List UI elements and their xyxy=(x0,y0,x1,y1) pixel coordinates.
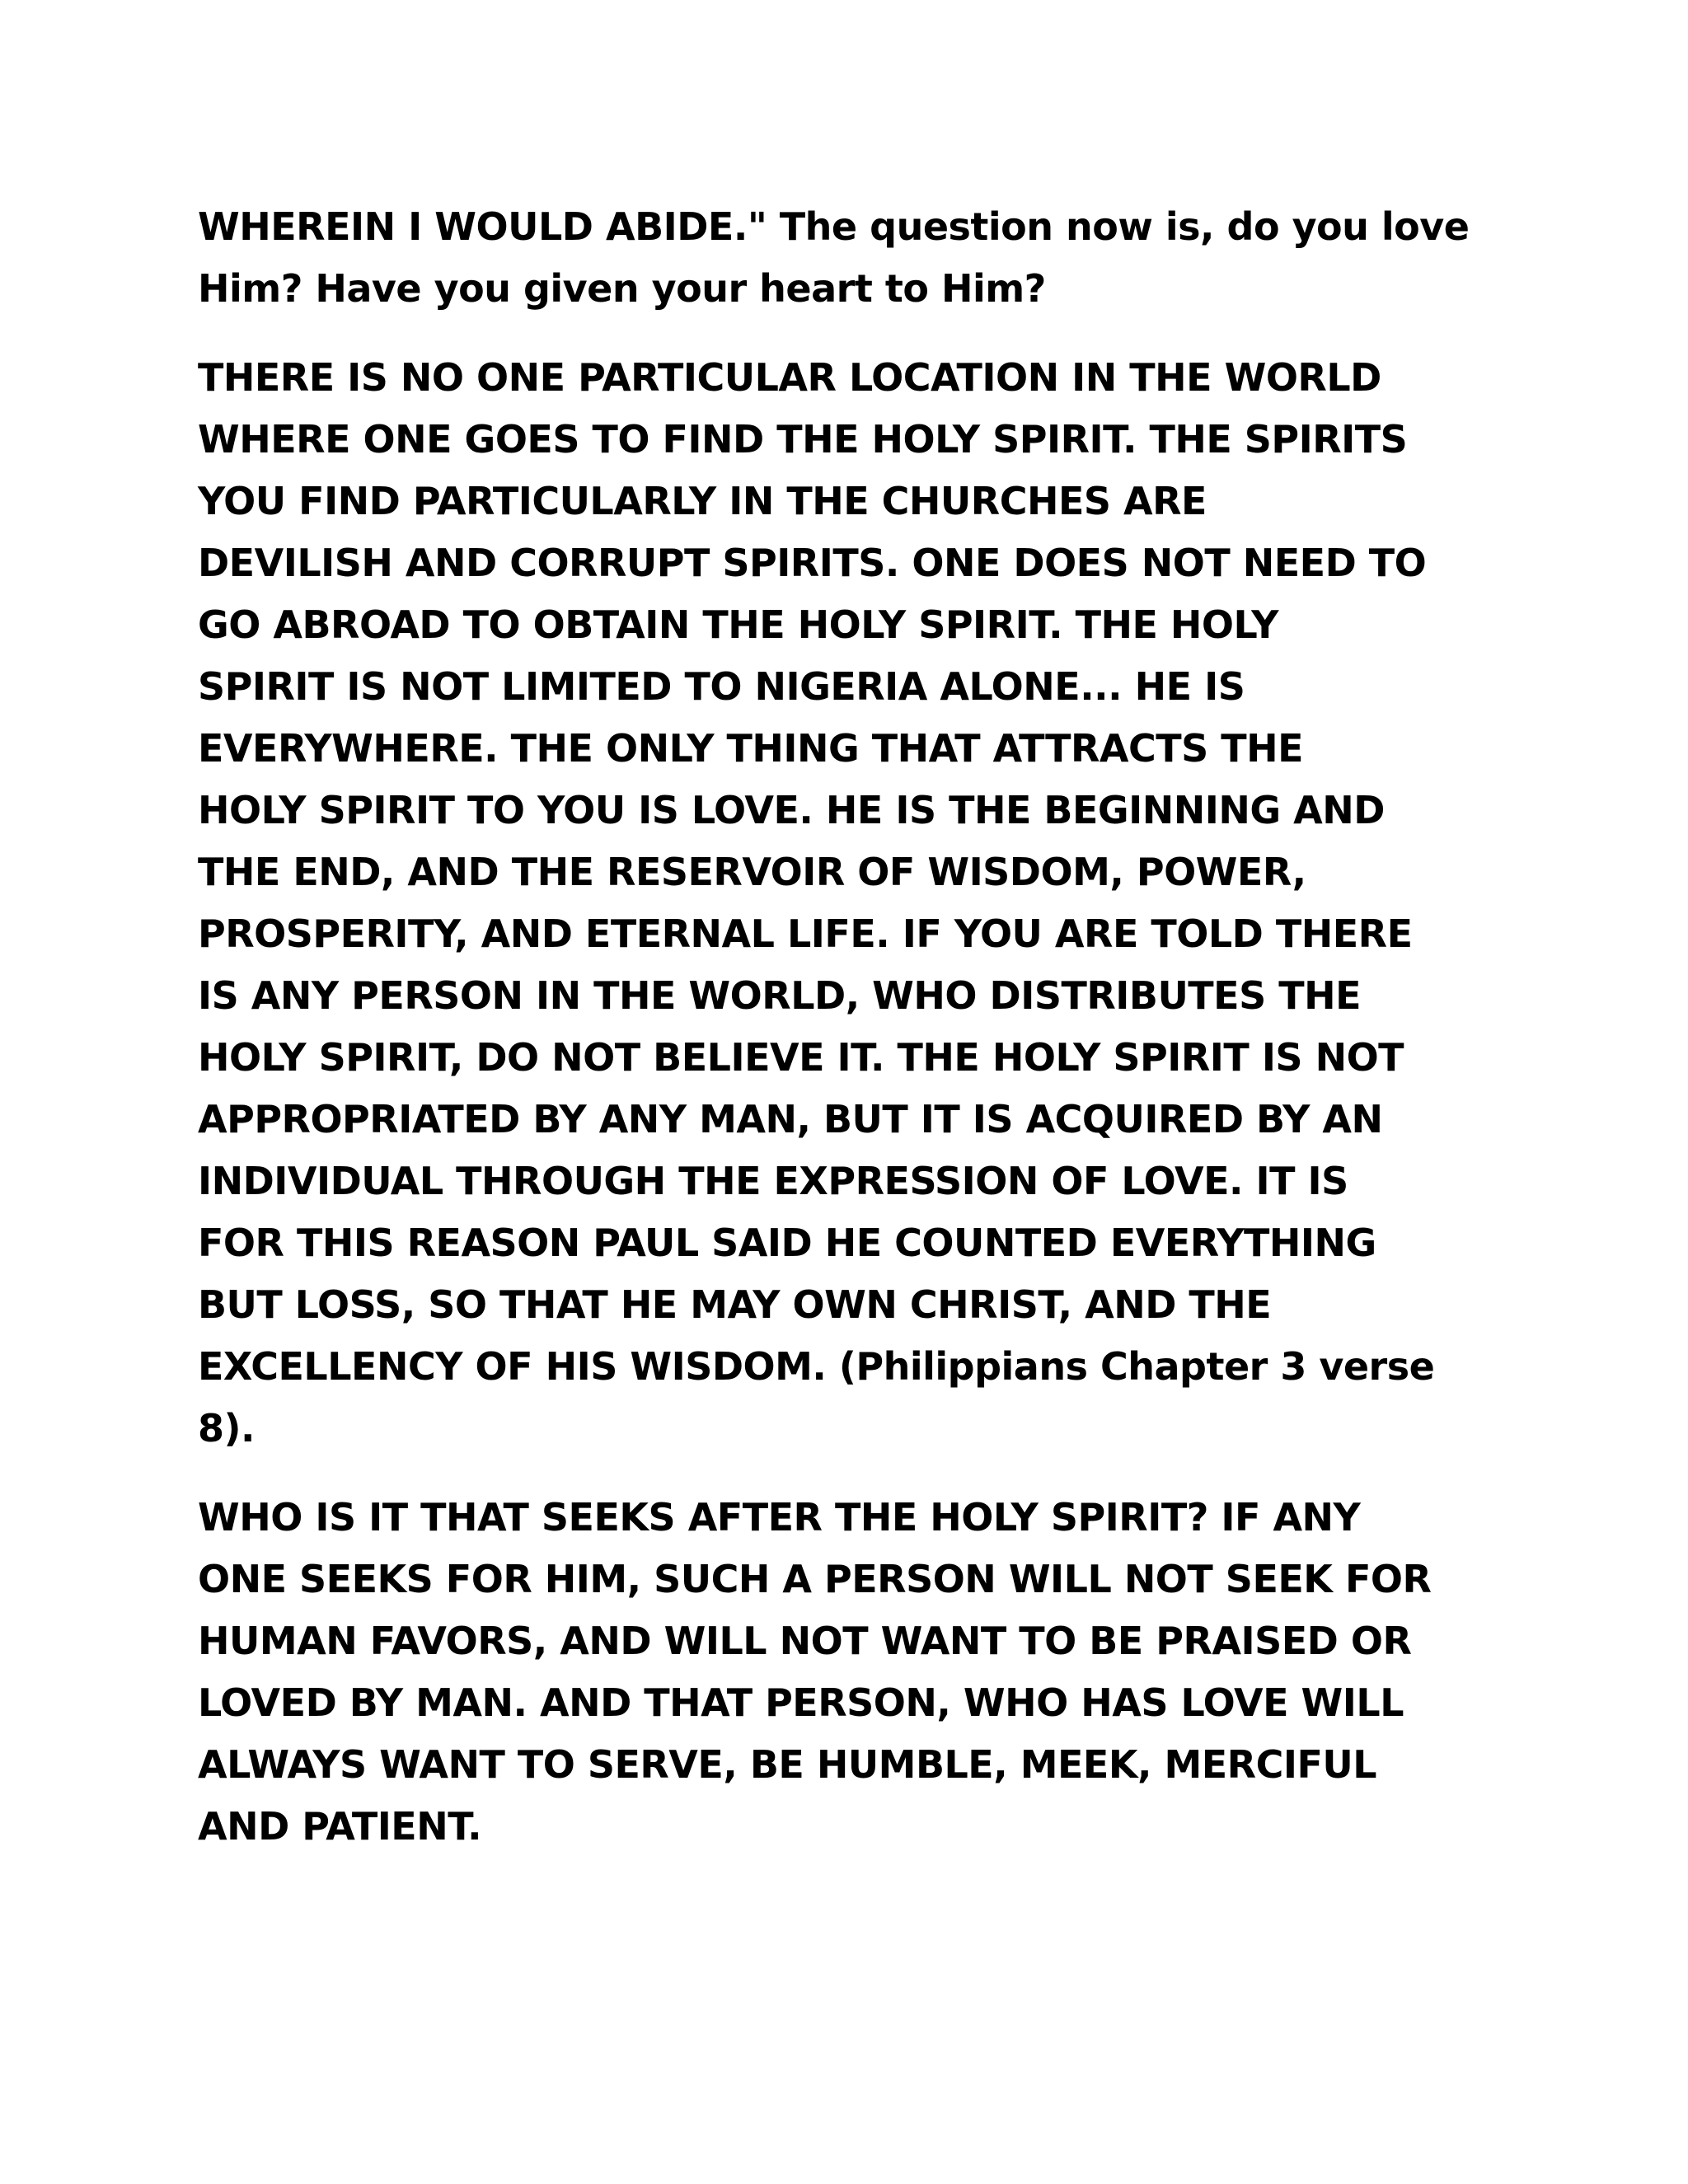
text-line: AND PATIENT. xyxy=(198,1804,482,1849)
text-line: WHO IS IT THAT SEEKS AFTER THE HOLY SPIRIT? IF ANY xyxy=(198,1495,1361,1540)
text-line: IS ANY PERSON IN THE WORLD, WHO DISTRIBUTES THE xyxy=(198,973,1362,1018)
text-line: EXCELLENCY OF HIS WISDOM. (Philippians Chapter 3 verse xyxy=(198,1344,1435,1389)
text-line: Him? Have you given your heart to Him? xyxy=(198,266,1046,311)
text-line: HUMAN FAVORS, AND WILL NOT WANT TO BE PRAISED OR xyxy=(198,1619,1412,1663)
text-line: THE END, AND THE RESERVOIR OF WISDOM, POWER, xyxy=(198,850,1306,894)
text-line: HOLY SPIRIT, DO NOT BELIEVE IT. THE HOLY SPIRIT IS NOT xyxy=(198,1035,1404,1080)
text-line: THERE IS NO ONE PARTICULAR LOCATION IN THE WORLD xyxy=(198,355,1381,400)
text-line: INDIVIDUAL THROUGH THE EXPRESSION OF LOVE. IT IS xyxy=(198,1159,1348,1203)
text-line: 8). xyxy=(198,1406,256,1451)
text-line: DEVILISH AND CORRUPT SPIRITS. ONE DOES NOT NEED TO xyxy=(198,541,1427,585)
text-line: WHEREIN I WOULD ABIDE." The question now is, do you love xyxy=(198,204,1470,249)
paragraph-3 xyxy=(198,1487,1500,1858)
paragraph-2 xyxy=(198,347,1500,1460)
paragraph-1 xyxy=(198,196,1500,320)
text-line: HOLY SPIRIT TO YOU IS LOVE. HE IS THE BEGINNING AND xyxy=(198,788,1385,832)
text-line: GO ABROAD TO OBTAIN THE HOLY SPIRIT. THE HOLY xyxy=(198,602,1278,647)
text-line: APPROPRIATED BY ANY MAN, BUT IT IS ACQUIRED BY AN xyxy=(198,1097,1383,1141)
text-line: EVERYWHERE. THE ONLY THING THAT ATTRACTS THE xyxy=(198,726,1304,771)
text-line: YOU FIND PARTICULARLY IN THE CHURCHES ARE xyxy=(198,479,1207,523)
text-line: WHERE ONE GOES TO FIND THE HOLY SPIRIT. THE SPIRITS xyxy=(198,417,1408,462)
text-line: ONE SEEKS FOR HIM, SUCH A PERSON WILL NOT SEEK FOR xyxy=(198,1557,1432,1601)
text-line: SPIRIT IS NOT LIMITED TO NIGERIA ALONE... HE IS xyxy=(198,664,1245,709)
text-line: FOR THIS REASON PAUL SAID HE COUNTED EVERYTHING xyxy=(198,1221,1376,1265)
body-text xyxy=(198,196,1500,1885)
text-line: PROSPERITY, AND ETERNAL LIFE. IF YOU ARE TOLD THERE xyxy=(198,912,1413,956)
text-line: BUT LOSS, SO THAT HE MAY OWN CHRIST, AND THE xyxy=(198,1282,1272,1327)
text-line: ALWAYS WANT TO SERVE, BE HUMBLE, MEEK, MERCIFUL xyxy=(198,1742,1377,1787)
text-line: LOVED BY MAN. AND THAT PERSON, WHO HAS LOVE WILL xyxy=(198,1680,1404,1725)
